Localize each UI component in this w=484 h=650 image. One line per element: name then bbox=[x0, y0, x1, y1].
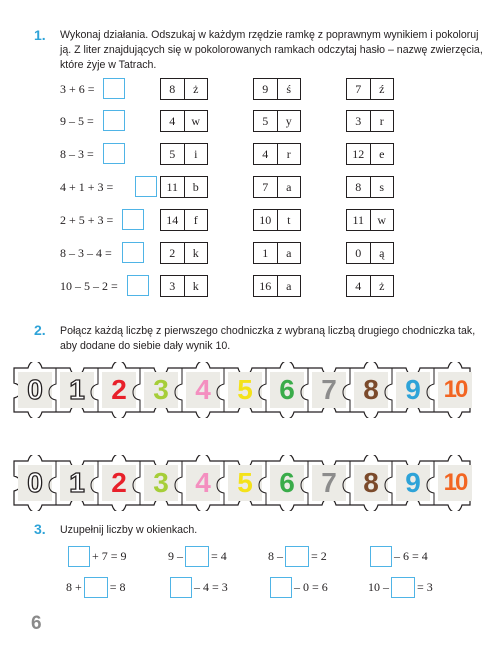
frame-letter: i bbox=[194, 146, 198, 161]
equation-right-part: = 4 bbox=[211, 548, 227, 563]
instruction-line: Wykonaj działania. Odszukaj w każdym rzędzie ramkę z poprawnym wynikiem i pokoloruj bbox=[60, 29, 479, 41]
instruction-line: Połącz każdą liczbę z pierwszego chodniczka z wybraną liczbą drugiego chodniczka tak, bbox=[60, 325, 476, 337]
frame-number: 11 bbox=[347, 210, 371, 230]
frame-letter: k bbox=[192, 245, 199, 260]
mat-number[interactable]: 2 bbox=[111, 467, 127, 498]
result-frame[interactable] bbox=[253, 209, 301, 231]
frame-letter: w bbox=[191, 113, 201, 128]
equation-left-part: 9 – bbox=[168, 548, 183, 563]
frame-letter: ą bbox=[379, 245, 385, 260]
equation-text: 8 – 3 = bbox=[60, 146, 94, 161]
frame-number: 3 bbox=[161, 276, 185, 296]
mat-number[interactable]: 0 bbox=[27, 374, 43, 405]
mat-number[interactable]: 4 bbox=[195, 467, 211, 498]
frame-letter: a bbox=[286, 245, 292, 260]
equation-row bbox=[60, 143, 94, 165]
equation-text: 8 – 3 – 4 = bbox=[60, 245, 112, 260]
fill-in-equation bbox=[268, 545, 327, 567]
frame-letter: r bbox=[379, 113, 384, 128]
result-frame[interactable] bbox=[253, 110, 301, 132]
mat-number[interactable]: 8 bbox=[363, 374, 379, 405]
equation-row bbox=[60, 176, 113, 198]
answer-box[interactable] bbox=[370, 546, 392, 567]
equation-right-part: – 6 = 4 bbox=[394, 548, 428, 563]
result-frame[interactable] bbox=[346, 242, 394, 264]
frame-letter: ż bbox=[379, 278, 385, 293]
result-frame[interactable] bbox=[253, 176, 301, 198]
result-frame[interactable] bbox=[346, 275, 394, 297]
result-frame[interactable] bbox=[160, 78, 208, 100]
result-frame[interactable] bbox=[253, 78, 301, 100]
frame-number: 9 bbox=[254, 79, 278, 99]
result-frame[interactable] bbox=[160, 275, 208, 297]
frame-letter: ś bbox=[286, 81, 292, 96]
equation-text: 2 + 5 + 3 = bbox=[60, 212, 114, 227]
task-2-instruction bbox=[60, 324, 475, 354]
equation-right-part: + 7 = 9 bbox=[92, 548, 127, 563]
answer-box[interactable] bbox=[391, 577, 415, 598]
mat-number[interactable]: 7 bbox=[321, 467, 337, 498]
page-number: 6 bbox=[31, 613, 42, 634]
frame-letter: a bbox=[286, 278, 292, 293]
equation-row bbox=[60, 110, 94, 132]
result-frame[interactable] bbox=[346, 143, 394, 165]
result-frame[interactable] bbox=[346, 78, 394, 100]
result-frame[interactable] bbox=[253, 242, 301, 264]
result-frame[interactable] bbox=[160, 110, 208, 132]
equation-row bbox=[60, 78, 95, 100]
frame-letter: a bbox=[286, 179, 292, 194]
mat-number[interactable]: 6 bbox=[279, 374, 295, 405]
frame-letter: y bbox=[285, 113, 292, 128]
answer-box[interactable] bbox=[170, 577, 192, 598]
mat-number[interactable]: 5 bbox=[237, 374, 253, 405]
frame-number: 7 bbox=[347, 79, 371, 99]
equation-right-part: = 8 bbox=[109, 579, 126, 594]
frame-number: 14 bbox=[161, 210, 185, 230]
mat-number[interactable]: 8 bbox=[363, 467, 379, 498]
equation-row bbox=[60, 209, 113, 231]
fill-in-equation bbox=[168, 545, 227, 567]
frame-letter: ż bbox=[193, 81, 199, 96]
fill-in-equation bbox=[168, 576, 228, 598]
frame-number: 8 bbox=[161, 79, 185, 99]
mat-number[interactable]: 5 bbox=[237, 467, 253, 498]
frame-number: 16 bbox=[254, 276, 278, 296]
instruction-line: ją. Z liter znajdujących się w pokolorowanych ramkach odczytaj hasło – nazwę zwierzęcia, bbox=[60, 44, 483, 56]
equation-text: 3 + 6 = bbox=[60, 81, 95, 96]
answer-box[interactable] bbox=[135, 176, 157, 197]
mat-number[interactable]: 7 bbox=[321, 374, 337, 405]
result-frame[interactable] bbox=[346, 209, 394, 231]
frame-letter: k bbox=[192, 278, 199, 293]
mat-number[interactable]: 2 bbox=[111, 374, 127, 405]
mat-number[interactable]: 0 bbox=[27, 467, 43, 498]
frame-number: 4 bbox=[347, 276, 371, 296]
answer-box[interactable] bbox=[270, 577, 292, 598]
equation-row bbox=[60, 242, 112, 264]
equation-text: 9 – 5 = bbox=[60, 113, 94, 128]
mat-number[interactable]: 3 bbox=[153, 374, 169, 405]
fill-in-equation bbox=[368, 545, 428, 567]
frame-number: 0 bbox=[347, 243, 371, 263]
result-frame[interactable] bbox=[253, 143, 301, 165]
task-3-number: 3. bbox=[34, 521, 46, 537]
result-frame[interactable] bbox=[253, 275, 301, 297]
frame-letter: w bbox=[377, 212, 387, 227]
equation-right-part: = 2 bbox=[311, 548, 327, 563]
task-2-number: 2. bbox=[34, 322, 46, 338]
frame-number: 3 bbox=[347, 111, 371, 131]
frame-number: 7 bbox=[254, 177, 278, 197]
frame-number: 4 bbox=[161, 111, 185, 131]
result-frame[interactable] bbox=[160, 143, 208, 165]
result-frame[interactable] bbox=[160, 209, 208, 231]
equation-right-part: – 0 = 6 bbox=[294, 579, 328, 594]
equation-text: 10 – 5 – 2 = bbox=[60, 278, 118, 293]
equation-right-part: – 4 = 3 bbox=[194, 579, 228, 594]
frame-number: 2 bbox=[161, 243, 185, 263]
answer-box[interactable] bbox=[84, 577, 108, 598]
equation-left-part: 8 – bbox=[268, 548, 283, 563]
result-frame[interactable] bbox=[346, 110, 394, 132]
fill-in-equation bbox=[268, 576, 328, 598]
mat-number[interactable]: 9 bbox=[405, 467, 421, 498]
frame-number: 12 bbox=[347, 144, 371, 164]
answer-box[interactable] bbox=[285, 546, 309, 567]
frame-number: 1 bbox=[254, 243, 278, 263]
answer-box[interactable] bbox=[103, 110, 125, 131]
mat-number[interactable]: 10 bbox=[443, 376, 467, 403]
equation-left-part: 10 – bbox=[368, 579, 389, 594]
frame-letter: ź bbox=[379, 81, 385, 96]
mat-number[interactable]: 3 bbox=[153, 467, 169, 498]
answer-box[interactable] bbox=[103, 78, 125, 99]
equation-row bbox=[60, 275, 118, 297]
task-1-instruction bbox=[60, 28, 483, 73]
frame-number: 11 bbox=[161, 177, 185, 197]
frame-letter: e bbox=[379, 146, 385, 161]
frame-number: 8 bbox=[347, 177, 371, 197]
answer-box[interactable] bbox=[127, 275, 149, 296]
equation-right-part: = 3 bbox=[417, 579, 433, 594]
number-mat-1 bbox=[10, 362, 474, 418]
result-frame[interactable] bbox=[346, 176, 394, 198]
frame-number: 4 bbox=[254, 144, 278, 164]
frame-number: 10 bbox=[254, 210, 278, 230]
frame-letter: t bbox=[287, 212, 291, 227]
mat-number[interactable]: 9 bbox=[405, 374, 421, 405]
mat-number[interactable]: 1 bbox=[69, 374, 85, 405]
frame-number: 5 bbox=[254, 111, 278, 131]
mat-number[interactable]: 4 bbox=[195, 374, 211, 405]
number-mat-2 bbox=[10, 455, 474, 511]
mat-number[interactable]: 1 bbox=[69, 467, 85, 498]
fill-in-equation bbox=[66, 576, 126, 598]
answer-box[interactable] bbox=[122, 242, 144, 263]
task-3-instruction: Uzupełnij liczby w okienkach. bbox=[60, 524, 198, 536]
fill-in-equation bbox=[66, 545, 127, 567]
frame-letter: b bbox=[192, 179, 199, 194]
answer-box[interactable] bbox=[68, 546, 90, 567]
task-1-number: 1. bbox=[34, 27, 46, 43]
frame-letter: r bbox=[286, 146, 291, 161]
equation-left-part: 8 + bbox=[66, 579, 82, 594]
answer-box[interactable] bbox=[103, 143, 125, 164]
frame-number: 5 bbox=[161, 144, 185, 164]
frame-letter: s bbox=[379, 179, 385, 194]
instruction-line: które żyje w Tatrach. bbox=[60, 59, 157, 71]
fill-in-equation bbox=[368, 576, 433, 598]
mat-number[interactable]: 6 bbox=[279, 467, 295, 498]
result-frame[interactable] bbox=[160, 242, 208, 264]
result-frame[interactable] bbox=[160, 176, 208, 198]
answer-box[interactable] bbox=[122, 209, 144, 230]
instruction-line: aby dodane do siebie dały wynik 10. bbox=[60, 340, 231, 352]
answer-box[interactable] bbox=[185, 546, 209, 567]
equation-text: 4 + 1 + 3 = bbox=[60, 179, 114, 194]
mat-number[interactable]: 10 bbox=[443, 469, 467, 496]
frame-letter: f bbox=[193, 212, 198, 227]
